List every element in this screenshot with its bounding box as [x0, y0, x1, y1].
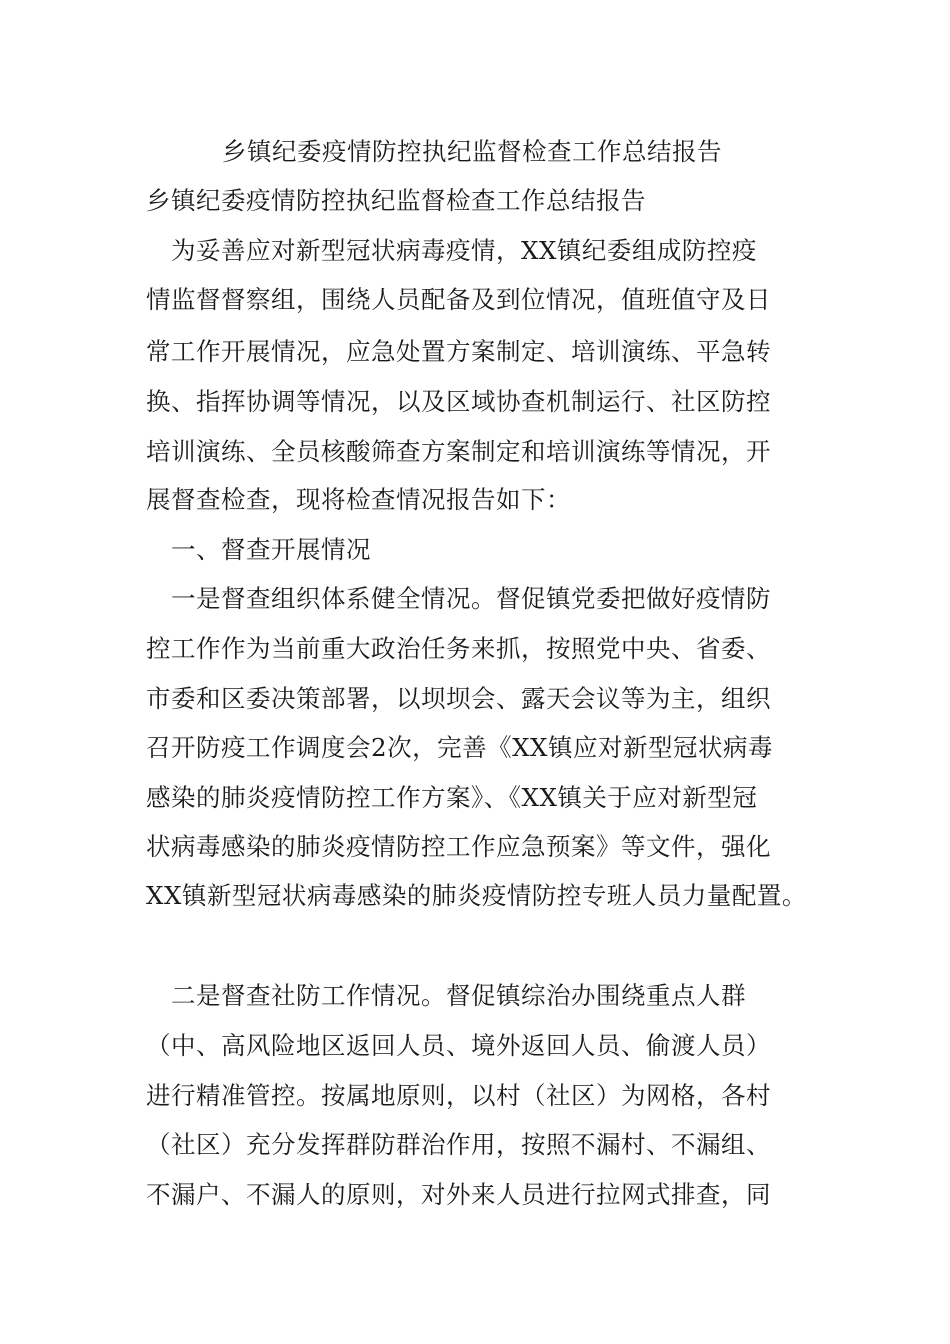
paragraph1-line: 感染的肺炎疫情防控工作方案》、《XX镇关于应对新型冠: [146, 783, 758, 812]
paragraph2-line: 二是督查社防工作情况。督促镇综治办围绕重点人群: [146, 981, 746, 1010]
paragraph2-line: 不漏户、不漏人的原则，对外来人员进行拉网式排查，同: [146, 1180, 771, 1209]
paragraph1-line: 一是督查组织体系健全情况。督促镇党委把做好疫情防: [146, 584, 771, 613]
intro-line: 为妥善应对新型冠状病毒疫情，XX镇纪委组成防控疫: [146, 236, 757, 265]
document-subtitle: 乡镇纪委疫情防控执纪监督检查工作总结报告: [146, 186, 646, 215]
paragraph1-line: XX镇新型冠状病毒感染的肺炎疫情防控专班人员力量配置。: [146, 881, 807, 910]
section-heading: 一、督查开展情况: [146, 535, 371, 564]
intro-line: 培训演练、全员核酸筛查方案制定和培训演练等情况，开: [146, 437, 771, 466]
intro-line: 情监督督察组，围绕人员配备及到位情况，值班值守及日: [146, 285, 771, 314]
document-title: 乡镇纪委疫情防控执纪监督检查工作总结报告: [222, 137, 722, 166]
paragraph2-line: （中、高风险地区返回人员、境外返回人员、偷渡人员）: [146, 1031, 771, 1060]
paragraph1-line: 市委和区委决策部署，以坝坝会、露天会议等为主，组织: [146, 684, 771, 713]
paragraph1-line: 状病毒感染的肺炎疫情防控工作应急预案》等文件，强化: [146, 832, 771, 861]
paragraph2-line: （社区）充分发挥群防群治作用，按照不漏村、不漏组、: [146, 1130, 771, 1159]
intro-line: 换、指挥协调等情况，以及区域协查机制运行、社区防控: [146, 387, 771, 416]
intro-line: 展督查检查，现将检查情况报告如下：: [146, 485, 571, 514]
paragraph2-line: 进行精准管控。按属地原则，以村（社区）为网格，各村: [146, 1081, 771, 1110]
paragraph1-line: 召开防疫工作调度会2次，完善《XX镇应对新型冠状病毒: [146, 733, 773, 762]
intro-line: 常工作开展情况，应急处置方案制定、培训演练、平急转: [146, 337, 771, 366]
paragraph1-line: 控工作作为当前重大政治任务来抓，按照党中央、省委、: [146, 634, 771, 663]
